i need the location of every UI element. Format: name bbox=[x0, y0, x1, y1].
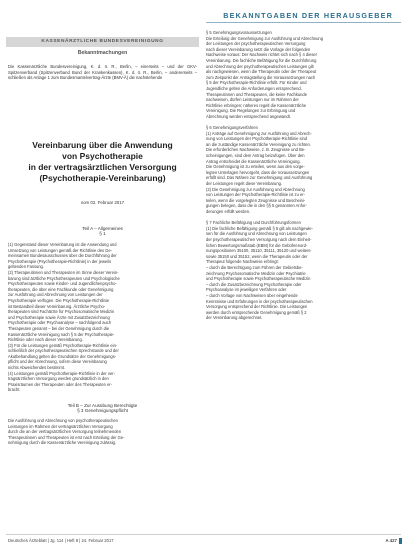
text-line: der Leistungen der psychotherapeutischen Versorgung bbox=[206, 41, 306, 47]
text-line: sowie 35150 und 35152, wenn die Therapeutin oder der bbox=[206, 253, 308, 259]
text-line: geltenden Fassung. bbox=[8, 264, 44, 270]
column-2-text bbox=[206, 30, 399, 530]
text-line: therapeuten, die über eine Fachkunde oder Genehmigung bbox=[8, 286, 114, 292]
announcement-label: Bekanntmachungen bbox=[77, 50, 128, 56]
text-line: werden durch entsprechende Genehmigung gemäß § 2 bbox=[206, 309, 307, 315]
text-line: nachweisen, dürfen Leistungen nur im Rahmen der bbox=[206, 97, 299, 103]
text-line: der Vereinbarung abgerechnet. bbox=[206, 315, 263, 321]
text-line: Die Ausführung und Abrechnung von psychotherapeutischen bbox=[8, 418, 118, 423]
text-line: Therapeut folgende Nachweise erbringt: bbox=[206, 259, 279, 265]
text-line: Psychotherapie oder Psychoanalyse – nachfolgend auch bbox=[8, 320, 112, 326]
text-line: Abrechnung werden entsprechend angewandt. bbox=[206, 113, 291, 119]
text-line: (1) Die fachliche Befähigung gemäß § 5 gilt als nachgewie- bbox=[206, 225, 313, 231]
text-line: Leistungen im Rahmen der vertragsärztlichen Versorgung bbox=[8, 423, 113, 429]
text-line: (4) Leistungen gemäß Psychotherapie-Richtlinie in der ver- bbox=[8, 370, 115, 376]
text-line: Vereinbarung. Die fachliche Befähigung für die Durchführung bbox=[206, 57, 317, 63]
text-line: Praxisräumen der Therapeuten oder des Therapeuten er- bbox=[8, 381, 113, 387]
text-line: § 5 Genehmigungsvoraussetzungen bbox=[206, 30, 272, 35]
text-line: Antrag entscheidet die Kassenärztliche Vereinigung. bbox=[206, 158, 301, 164]
text-line: (1) Gegenstand dieser Vereinbarung ist die Anwendung und bbox=[8, 242, 117, 247]
page-header bbox=[0, 0, 407, 24]
text-line: tragsärztlichen Versorgung werden grundsätzlich in den bbox=[8, 376, 109, 382]
text-line: derungen erfüllt werden. bbox=[206, 209, 251, 214]
column-1b-text bbox=[8, 418, 197, 448]
text-line: Richtlinie oder nach dieser Vereinbarung. bbox=[8, 337, 83, 343]
section-title: Teil B – Zur Ausübung Berechtigte bbox=[67, 403, 138, 408]
text-line: barung sind ärztliche Psychotherapeuten und Psychologische bbox=[8, 275, 120, 281]
text-line: Therapeutinnen und Therapeuten, die keine Fachkunde bbox=[206, 91, 307, 97]
intro-paragraph: Die Kassenärztliche Bundesvereinigung, K. d. ö. R., Berlin, – einerseits – und der GKV-Spitzenverband (Spitzenverband Bund der Krankenkassen), K. d. ö. R., Berlin, – andererseits – schließen als Anlage 1 zum Bundesmantelvertrag-Ärzte (BMV-Ä) die nachstehende bbox=[8, 64, 197, 80]
date-line: vom 02. Februar 2017 bbox=[80, 200, 125, 205]
text-line: zum Zeitpunkt der Antragstellung die Voraussetzungen nach bbox=[206, 74, 316, 80]
text-line: meinsamen Bundesausschusses über die Durchführung der bbox=[8, 253, 117, 259]
text-line: therapeuten sind Fachärzte für Psychosomatische Medizin bbox=[8, 309, 115, 315]
page-number: A 427 bbox=[385, 538, 397, 543]
text-line: nach dieser Vereinbarung setzt die Vorlage der folgenden bbox=[206, 46, 311, 52]
text-line: § 6 Genehmigungsverfahren bbox=[206, 125, 258, 131]
text-line: lichen Bewertungsmaßstab (EBM) für die Gebührenord- bbox=[206, 242, 308, 248]
header-title: BEKANNTGABEN DER HERAUSGEBER bbox=[223, 11, 393, 20]
text-line: Vereinigung. Die Regelungen zur Erbringung und bbox=[206, 108, 296, 114]
text-line: (3) Für die Leistungen gemäß Psychotherapie-Richtlinie ein- bbox=[8, 342, 118, 348]
text-line: Therapeuten genannt – bei der Genehmigung durch die bbox=[8, 325, 110, 331]
footer-citation: Deutsches Ärzteblatt | Jg. 114 | Heft 8 | 24. Februar 2017 bbox=[8, 538, 114, 543]
section-title: Teil A – Allgemeines bbox=[82, 226, 123, 231]
text-line: von Leistungen der Psychotherapie-Richtlinie ist zu er- bbox=[206, 192, 305, 198]
text-line: Nachweise voraus: Der Nachweis richtet sich nach § 4 dieser bbox=[206, 52, 318, 58]
text-line: pflicht und der Abrechnung, sofern diese Vereinbarung bbox=[8, 359, 107, 365]
text-line: als nachgewiesen, wenn die Therapeutin oder der Therapeut bbox=[206, 69, 317, 75]
text-line: – durch die Zusatzbezeichnung Psychotherapie oder bbox=[206, 281, 302, 287]
text-line: nung von Leistungen der Psychotherapie-Richtlinie sind bbox=[206, 136, 308, 142]
text-line: Psychotherapeuten sowie Kinder- und Jugendlichenpsycho- bbox=[8, 281, 117, 287]
text-line: gungen belegen, dass die in den §§ 5 genannten Anfor- bbox=[206, 203, 307, 209]
section-a-heading bbox=[6, 226, 199, 236]
text-line: Psychotherapie verfügen. Die Psychotherapie-Richtlinie bbox=[8, 297, 110, 303]
heading-line: in der vertragsärztlichen Versorgung bbox=[28, 162, 177, 172]
text-line: Umsetzung von Leistungen gemäß der Richtlinie des Ge- bbox=[8, 247, 112, 253]
text-line: (2) Die Genehmigung zur Ausführung und Abrechnung bbox=[206, 186, 305, 192]
section-b-heading bbox=[6, 403, 199, 413]
text-line: Psychoanalyse im jeweiligen Verfahren oder bbox=[206, 287, 287, 293]
paragraph-title: § 3 Genehmigungspflicht bbox=[77, 408, 128, 413]
text-line: nichts Abweichendes bestimmt. bbox=[8, 365, 66, 371]
text-line: Akutbehandlung gelten die Grundsätze der Genehmigungs- bbox=[8, 353, 117, 359]
text-line: schließlich der psychotherapeutischen Sprechstunde und der bbox=[8, 348, 119, 354]
text-line: Kassenärztliche Vereinigung nach § 5 der Psychotherapie- bbox=[8, 331, 115, 337]
column-1-text bbox=[8, 242, 197, 398]
text-line: – durch die Berechtigung zum Führen der Gebietsbe- bbox=[206, 264, 303, 270]
text-line: scheinigungen, sind dem Antrag beizufügen. Über den bbox=[206, 153, 305, 159]
text-line: legten Unterlagen hervorgeht, dass die Voraussetzungen bbox=[206, 169, 310, 175]
text-line: Psychotherapie (Psychotherapie-Richtlinie) in der jeweils bbox=[8, 258, 112, 264]
text-line: Die erforderlichen Nachweise, z. B. Zeugnisse und Be- bbox=[206, 147, 306, 153]
text-line: nungspositionen 35100, 35110, 35111, 35120 und weitere bbox=[206, 248, 311, 254]
page-marker bbox=[399, 538, 402, 544]
header-rule bbox=[206, 22, 401, 23]
text-line: Kenntnisse und Erfahrungen in der psychotherapeutischen bbox=[206, 298, 313, 304]
text-line: Die Genehmigung ist zu erteilen, wenn aus den vorge- bbox=[206, 164, 305, 170]
text-line: und Abrechnung der psychotherapeutischen Leistungen gilt bbox=[206, 63, 314, 69]
text-line: (2) Therapeutinnen und Therapeuten im Sinne dieser Verein- bbox=[8, 269, 119, 275]
text-line: und Psychotherapie sowie Ärzte mit Zusatzbezeichnung bbox=[8, 314, 110, 320]
text-line: durch die an der vertragsärztlichen Versorgung teilnehmenden bbox=[8, 429, 122, 435]
text-line: erfüllt sind. Das Nähere zur Genehmigung und Ausführung bbox=[206, 175, 313, 181]
text-line: Jugendliche gelten die Anforderungen entsprechend. bbox=[206, 85, 302, 91]
text-line: der psychotherapeutischen Versorgung nach dem Einheit- bbox=[206, 236, 312, 242]
text-line: Richtlinie erbringen; näheres regelt die Kassenärztliche bbox=[206, 102, 307, 108]
organization-band: KASSENÄRZTLICHE BUNDESVEREINIGUNG bbox=[6, 37, 199, 47]
paragraph-number: § 1 bbox=[99, 231, 106, 236]
text-line: Die Erteilung der Genehmigung zur Ausführung und Abrechnung bbox=[206, 35, 323, 41]
text-line: und Psychotherapie sowie Psychotherapeutische Medizin bbox=[206, 276, 311, 282]
text-line: Therapeutinnen und Therapeuten ist erst nach Erteilung der Ge- bbox=[8, 434, 125, 440]
text-line: sen für die Ausführung und Abrechnung von Leistungen bbox=[206, 231, 307, 237]
text-line: teilen, wenn die vorgelegten Zeugnisse und Bescheini- bbox=[206, 197, 306, 203]
text-line: – durch Vorlage von Nachweisen über eingehende bbox=[206, 292, 298, 298]
text-line: (1) Anträge auf Genehmigung zur Ausführung und Abrech- bbox=[206, 130, 312, 136]
heading-line: (Psychotherapie-Vereinbarung) bbox=[39, 173, 166, 183]
text-line: § 7 Fachliche Befähigung und Durchführungsformen bbox=[206, 220, 301, 226]
footer-rule bbox=[6, 534, 401, 535]
text-line: zur Ausführung und Abrechnung von Leistungen der bbox=[8, 292, 103, 298]
heading-line: von Psychotherapie bbox=[62, 151, 143, 161]
text-line: an die zuständige Kassenärztliche Vereinigung zu richten. bbox=[206, 141, 311, 147]
text-line: der Leistungen regelt diese Vereinbarung. bbox=[206, 181, 283, 187]
heading-line: Vereinbarung über die Anwendung bbox=[32, 140, 173, 150]
text-line: zeichnung Psychosomatische Medizin oder Psychiatrie bbox=[206, 270, 306, 276]
text-line: Versorgung entsprechend der Richtlinie. Die Leistungen bbox=[206, 304, 308, 310]
text-line: bracht. bbox=[8, 387, 21, 393]
text-line: § 5 der Psychotherapie-Richtlinie erfüllt. Für Kinder und bbox=[206, 80, 307, 86]
document-heading bbox=[6, 140, 199, 184]
text-line: nehmigung durch die Kassenärztliche Vereinigung zulässig. bbox=[8, 440, 117, 446]
text-line: ist Bestandteil dieser Vereinbarung. Ärztliche Psycho- bbox=[8, 303, 106, 309]
